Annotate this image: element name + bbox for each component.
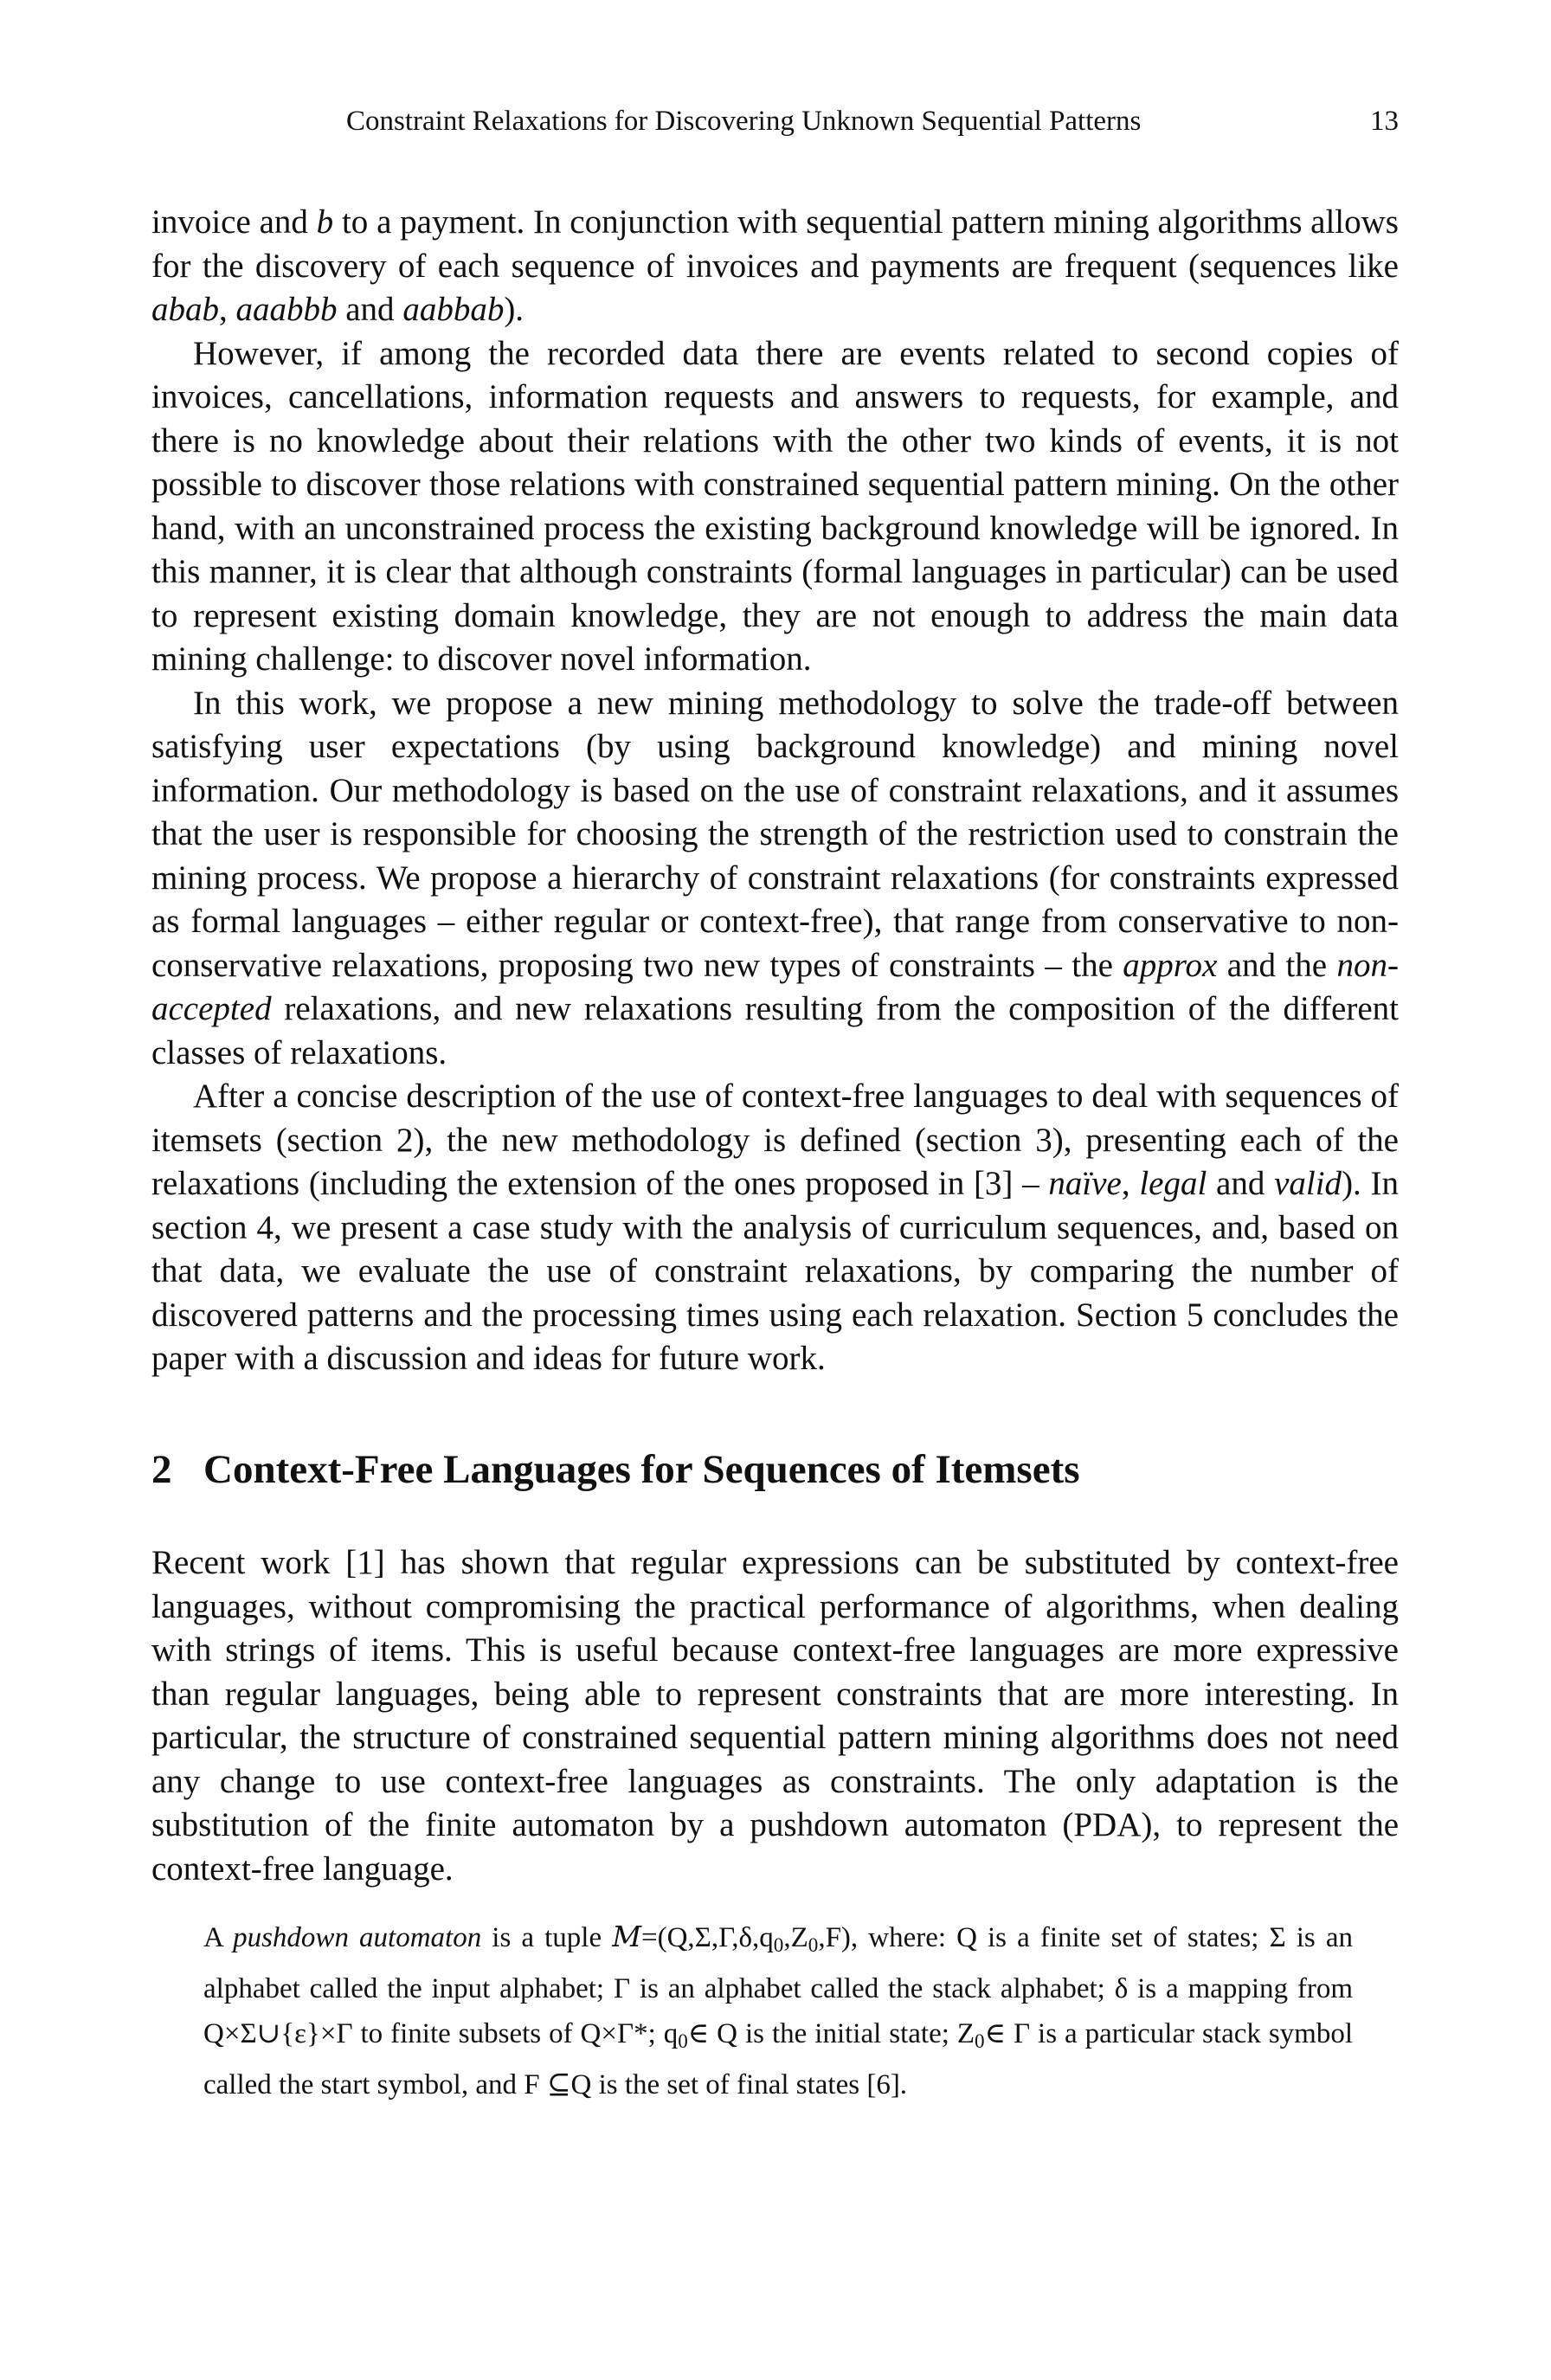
section-body [151,1541,1399,1891]
running-title: Constraint Relaxations for Discovering Unknown Sequential Patterns [346,106,1142,137]
paragraph-methodology: In this work, we propose a new mining methodology to solve the trade-off between satisfying user expectations (by using background knowledge) and mining novel information. Our methodology is based on the use of constraint relaxations, and it assumes that the user is responsible for choosing the strength of the restriction used to constrain the mining process. We propose a hierarchy of constraint relaxations (for constraints expressed as formal languages – either regular or context-free), that range from conservative to non-conservative relaxations, proposing two new types of constraints – the approx and the non-accepted relaxations, and new relaxations resulting from the composition of the different classes of relaxations. [151,684,1399,1071]
pda-definition: A pushdown automaton is a tuple $M=(Q,\Sigma,\Gamma,\delta,q_0,Z_0,F)$, where: Q is a finite set of states; Σ is an alphabet called the input alphabet; Γ is an alphabet called the stack alphabet; δ is a mapping from Q×Σ∪{ε}×Γ to finite subsets of Q×Γ*; $q_0\in$ Q is the initial state; $Z_0\in$ Γ is a particular stack symbol called the start symbol, and F ⊆Q is the set of final states [6]. [203,1920,1354,2101]
section-title: Context-Free Languages for Sequences of Itemsets [203,1447,1080,1492]
paragraph-recent-work: Recent work [1] has shown that regular expressions can be substituted by context-free languages, without compromising the practical performance of algorithms, when dealing with strings of items. This is useful because context-free languages are more expressive than regular languages, being able to represent constraints that are more interesting. In particular, the structure of constrained sequential pattern mining algorithms does not need any change to use context-free languages as constraints. The only adaptation is the substitution of the finite automaton by a pushdown automaton (PDA), to represent the context-free language. [151,1544,1399,1888]
section-heading [151,1444,1399,1496]
paragraph-however: However, if among the recorded data there are events related to second copies of invoices, cancellations, information requests and answers to requests, for example, and there is no knowledge about their relations with the other two kinds of events, it is not possible to discover those relations with constrained sequential pattern mining. On the other hand, with an unconstrained process the existing background knowledge will be ignored. In this manner, it is clear that although constraints (formal languages in particular) can be used to represent existing domain knowledge, they are not enough to address the main data mining challenge: to discover novel information. [151,334,1399,678]
section-number: 2 [151,1447,172,1492]
intro-section [151,201,1399,1381]
automaton-symbol: M [612,1920,641,1953]
page-header [151,100,1399,143]
paragraph-outline: After a concise description of the use of context-free languages to deal with sequences of itemsets (section 2), the new methodology is defined (section 3), presenting each of the relaxations (including the extension of the ones proposed in [3] – naïve, legal and valid). In section 4, we present a case study with the analysis of curriculum sequences, and, based on that data, we evaluate the use of constraint relaxations, by comparing the number of discovered patterns and the processing times using each relaxation. Section 5 concludes the paper with a discussion and ideas for future work. [151,1077,1400,1377]
page-number: 13 [1370,106,1399,137]
paragraph-invoice-payment: invoice and b to a payment. In conjunction with sequential pattern mining algorithms allows for the discovery of each sequence of invoices and payments are frequent (sequences like abab, aaabbb and aabbab). [151,203,1399,328]
